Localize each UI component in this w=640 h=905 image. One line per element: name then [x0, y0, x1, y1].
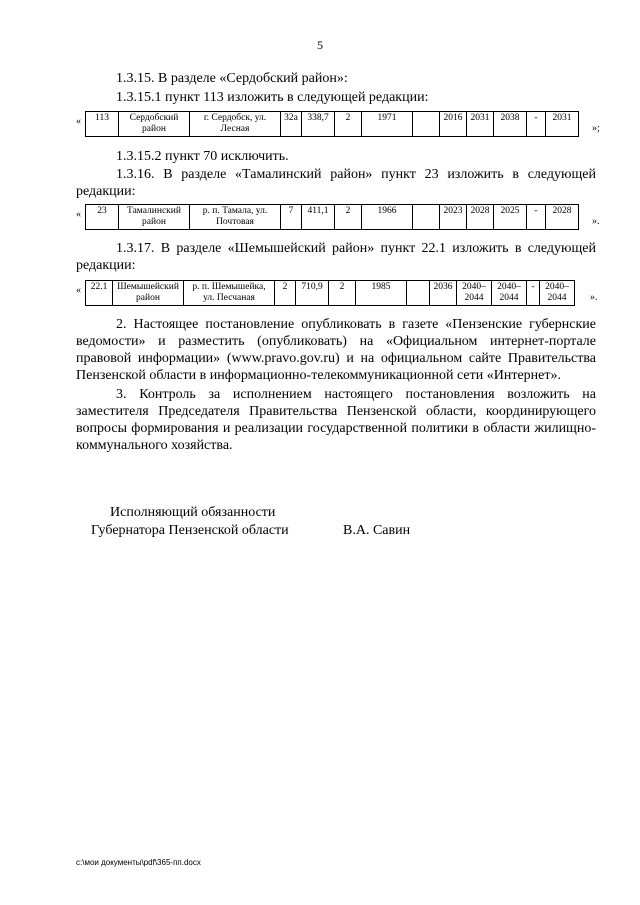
cell-house: 7 [281, 205, 302, 230]
cell-year: 1966 [362, 205, 413, 230]
section-1-3-17: 1.3.17. В разделе «Шемышейский район» пункт 22.1 изложить в следующей редакции: [76, 241, 596, 273]
cell-district: Тамалинский район [119, 205, 190, 230]
quote-open: « [76, 116, 81, 127]
quote-close: ». [590, 292, 598, 303]
cell-y3: 2040–2044 [492, 281, 527, 306]
cell-empty [413, 112, 440, 137]
file-path-footer: c:\мои документы\pdf\365-пп.docx [76, 858, 201, 867]
cell-number: 22.1 [86, 281, 113, 306]
cell-y4: 2028 [546, 205, 579, 230]
quote-close: »; [592, 123, 600, 134]
paragraph-2-publication: 2. Настоящее постановление опубликовать в газете «Пензенские губернские ведомости» и разместить (опубликовать) на «Официальном интернет-портале правовой информации» (www.pravo.gov.ru) и на официальном сайте Правительства Пензенской области в информационно-телекоммуникационной сети «Интернет». [76, 317, 596, 383]
cell-year: 1971 [362, 112, 413, 137]
cell-dash: - [527, 112, 546, 137]
cell-district: Шемышейский район [113, 281, 184, 306]
page-number: 5 [317, 38, 323, 52]
cell-y4: 2031 [546, 112, 579, 137]
table-row [86, 281, 575, 306]
cell-y2: 2031 [467, 112, 494, 137]
table-row [86, 205, 579, 230]
cell-house: 2 [275, 281, 296, 306]
section-1-3-16: 1.3.16. В разделе «Тамалинский район» пункт 23 изложить в следующей редакции: [76, 167, 596, 199]
section-1-3-15-1: 1.3.15.1 пункт 113 изложить в следующей редакции: [116, 90, 429, 105]
cell-y4: 2040–2044 [540, 281, 575, 306]
cell-district: Сердобский район [119, 112, 190, 137]
cell-address: р. п. Шемышейка, ул. Песчаная [184, 281, 275, 306]
table-row [86, 112, 579, 137]
cell-y1: 2036 [430, 281, 457, 306]
table-3-wrapper [76, 280, 606, 304]
cell-y3: 2038 [494, 112, 527, 137]
cell-year: 1985 [356, 281, 407, 306]
paragraph-3-control: 3. Контроль за исполнением настоящего постановления возложить на заместителя Председателя Правительства Пензенской области, координирующего вопросы формирования и реализации государственной политики в области жилищно-коммунального хозяйства. [76, 387, 596, 453]
signature-title-line-2: Губернатора Пензенской области [91, 523, 289, 538]
cell-address: р. п. Тамала, ул. Почтовая [190, 205, 281, 230]
quote-open: « [76, 209, 81, 220]
cell-area: 710,9 [296, 281, 329, 306]
table-2-wrapper [76, 204, 606, 228]
cell-address: г. Сердобск, ул. Лесная [190, 112, 281, 137]
signer-name: В.А. Савин [343, 523, 411, 538]
cell-number: 23 [86, 205, 119, 230]
cell-empty [413, 205, 440, 230]
cell-y1: 2016 [440, 112, 467, 137]
cell-dash: - [527, 205, 546, 230]
cell-floors: 2 [329, 281, 356, 306]
cell-floors: 2 [335, 112, 362, 137]
signature-title-line-1: Исполняющий обязанности [110, 505, 276, 520]
table-shemysheyka [85, 280, 575, 306]
cell-area: 411,1 [302, 205, 335, 230]
quote-close: ». [592, 216, 600, 227]
quote-open: « [76, 285, 81, 296]
cell-empty [407, 281, 430, 306]
cell-dash: - [527, 281, 540, 306]
cell-y1: 2023 [440, 205, 467, 230]
cell-house: 32а [281, 112, 302, 137]
section-1-3-15-2: 1.3.15.2 пункт 70 исключить. [116, 149, 289, 164]
cell-area: 338,7 [302, 112, 335, 137]
cell-y2: 2040–2044 [457, 281, 492, 306]
table-tamala [85, 204, 579, 230]
cell-number: 113 [86, 112, 119, 137]
table-1-wrapper [76, 111, 606, 135]
cell-y3: 2025 [494, 205, 527, 230]
cell-floors: 2 [335, 205, 362, 230]
table-sardobsk [85, 111, 579, 137]
section-1-3-15-heading: 1.3.15. В разделе «Сердобский район»: [116, 71, 348, 86]
cell-y2: 2028 [467, 205, 494, 230]
